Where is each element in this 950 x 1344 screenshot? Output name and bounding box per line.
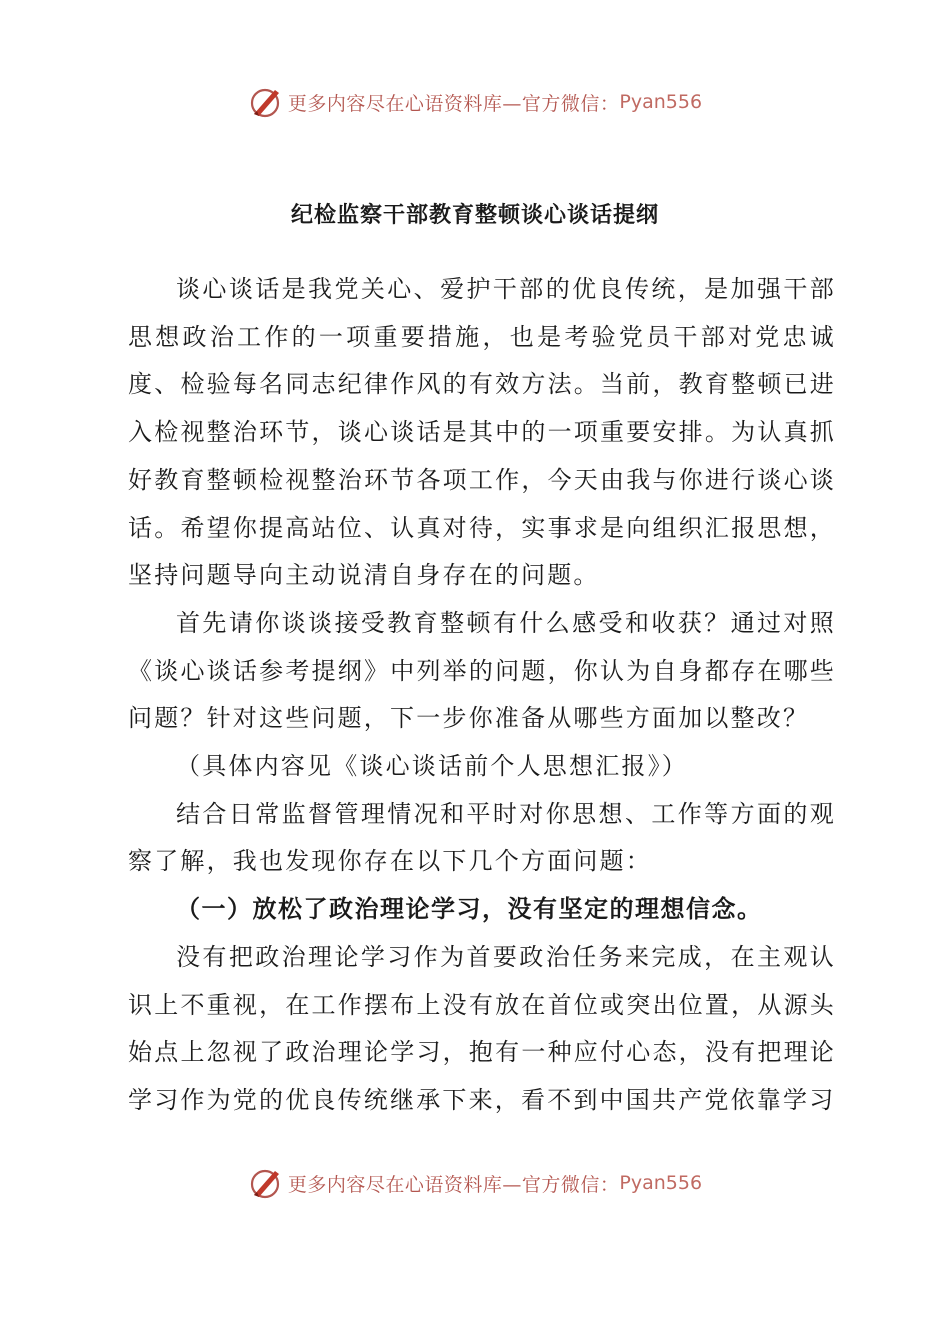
section-heading-1: （一）放松了政治理论学习，没有坚定的理想信念。 xyxy=(176,895,763,924)
watermark-text: 更多内容尽在心语资料库—官方微信： xyxy=(287,1173,620,1196)
paragraph-section-1: 没有把政治理论学习作为首要政治任务来完成，在主观认识上不重视，在工作摆布上没有放在首位或突出位置，从源头始点上忽视了政治理论学习，抱有一种应付心态，没有把理论学习作为党的优良传统继承下来，看不到中国共产党依靠学习 xyxy=(128,942,836,1114)
document-body xyxy=(128,266,836,1125)
pen-logo-icon xyxy=(248,84,284,120)
document-title: 纪检监察干部教育整顿谈心谈话提纲 xyxy=(290,203,659,228)
watermark-text: 更多内容尽在心语资料库—官方微信： xyxy=(287,92,620,115)
paragraph-intro: 谈心谈话是我党关心、爱护干部的优良传统，是加强干部思想政治工作的一项重要措施，也是考验党员干部对党忠诚度、检验每名同志纪律作风的有效方法。当前，教育整顿已进入检视整治环节，谈心谈话是其中的一项重要安排。为认真抓好教育整顿检视整治环节各项工作，今天由我与你进行谈心谈话。希望你提高站位、认真对待，实事求是向组织汇报思想，坚持问题导向主动说清自身存在的问题。 xyxy=(128,275,836,590)
watermark-banner-top xyxy=(0,80,950,124)
paragraph-question: 首先请你谈谈接受教育整顿有什么感受和收获？通过对照《谈心谈话参考提纲》中列举的问题，你认为自身都存在哪些问题？针对这些问题，下一步你准备从哪些方面加以整改？ xyxy=(128,608,836,733)
paragraph-observation: 结合日常监督管理情况和平时对你思想、工作等方面的观察了解，我也发现你存在以下几个方面问题： xyxy=(128,799,836,876)
watermark-banner-bottom xyxy=(0,1161,950,1205)
wechat-id: Pyan556 xyxy=(619,1172,703,1194)
paragraph-note: （具体内容见《谈心谈话前个人思想汇报》） xyxy=(176,752,688,781)
pen-logo-icon xyxy=(248,1165,284,1201)
wechat-id: Pyan556 xyxy=(619,91,703,113)
